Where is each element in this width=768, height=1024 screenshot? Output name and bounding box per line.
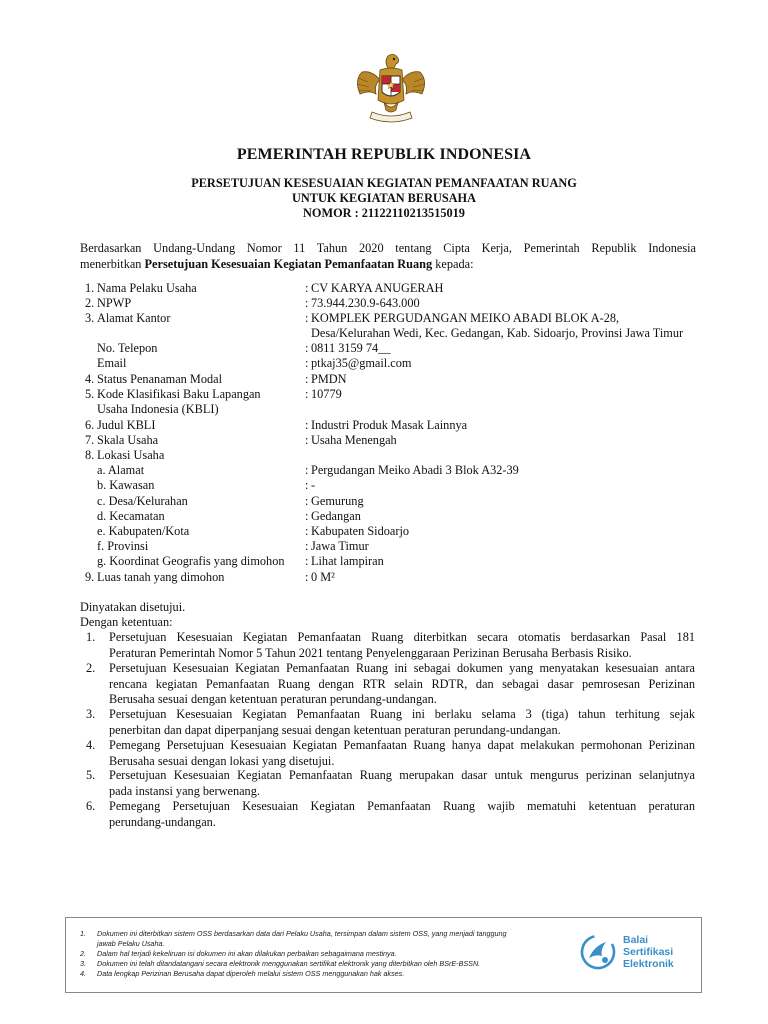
condition-item: [109, 768, 695, 799]
field-value-provinsi: Jawa Timur: [311, 539, 369, 553]
field-label-kbli-2: Usaha Indonesia (KBLI): [97, 402, 219, 416]
condition-line: penerbitan dan dapat diperpanjang sesuai dengan ketentuan peraturan perundang-undangan.: [109, 722, 561, 737]
condition-number: 4.: [86, 738, 96, 752]
bsre-logo-text-2: Sertifikasi: [623, 946, 674, 958]
field-label-provinsi: f. Provinsi: [97, 539, 149, 553]
field-value-kabupaten: Kabupaten Sidoarjo: [311, 524, 410, 538]
footnote-text: Dokumen ini telah ditandatangani secara elektronik menggunakan sertifikat elektronik yang diterbitkan oleh BSrE-BSSN.: [97, 959, 481, 968]
intro-line-2: [80, 257, 696, 273]
government-title: PEMERINTAH REPUBLIK INDONESIA: [236, 146, 532, 163]
field-colon: :: [305, 539, 309, 553]
footnote-number: 3.: [80, 959, 86, 968]
field-label-lokasi: Lokasi Usaha: [97, 448, 165, 462]
intro-bold-text: Persetujuan Kesesuaian Kegiatan Pemanfaatan Ruang: [144, 256, 433, 271]
field-value-email: ptkaj35@gmail.com: [311, 356, 412, 370]
condition-line: Persetujuan Kesesuaian Kegiatan Pemanfaatan Ruang merupakan dasar untuk mengurus perizinan selanjutnya: [109, 768, 695, 782]
field-number: 6.: [85, 418, 95, 432]
field-colon: :: [305, 433, 309, 447]
field-colon: :: [305, 509, 309, 523]
field-number: 3.: [85, 311, 95, 325]
field-number: 9.: [85, 570, 95, 584]
footnote-number: 2.: [80, 949, 86, 958]
document-number: NOMOR : 21122110213515019: [303, 206, 465, 220]
field-value-judul: Industri Produk Masak Lainnya: [311, 418, 468, 432]
field-number: 1.: [85, 281, 95, 295]
field-value-lokasi-alamat: Pergudangan Meiko Abadi 3 Blok A32-39: [311, 463, 519, 477]
field-colon: :: [305, 494, 309, 508]
field-value-skala: Usaha Menengah: [311, 433, 397, 447]
field-colon: :: [305, 311, 309, 325]
condition-item: [109, 738, 695, 769]
field-colon: :: [305, 341, 309, 355]
condition-item: [109, 799, 695, 830]
condition-line: rencana kegiatan Pemanfaatan Ruang dengan RTR selain RDTR, dan sebagai dasar pemrosesan Perizinan: [109, 676, 695, 691]
condition-number: 5.: [86, 768, 96, 782]
field-colon: :: [305, 281, 309, 295]
condition-line: Berusaha sesuai dengan ketentuan peraturan perundang-undangan.: [109, 692, 437, 706]
document-subtitle: UNTUK KEGIATAN BERUSAHA: [291, 191, 477, 205]
condition-line: Persetujuan Kesesuaian Kegiatan Pemanfaatan Ruang diterbitkan secara otomatis berdasarkan Pasal 181: [109, 630, 695, 644]
condition-line: pada instansi yang berwenang.: [109, 783, 260, 798]
field-label-alamat: Alamat Kantor: [97, 311, 171, 325]
field-colon: :: [305, 418, 309, 432]
field-label-desa: c. Desa/Kelurahan: [97, 494, 188, 508]
field-number: 8.: [85, 448, 95, 462]
field-label-telepon: No. Telepon: [97, 341, 158, 355]
condition-number: 3.: [86, 707, 96, 721]
intro-paragraph: [80, 241, 696, 272]
field-value-telepon: 0811 3159 74__: [311, 341, 391, 355]
field-label-kawasan: b. Kawasan: [97, 478, 155, 492]
field-colon: :: [305, 570, 309, 584]
footnote-text: Dokumen ini diterbitkan sistem OSS berdasarkan data dari Pelaku Usaha, tersimpan dalam sistem OSS, yang menjadi tanggung: [97, 929, 507, 938]
field-value-kecamatan: Gedangan: [311, 509, 361, 523]
approval-statement: Dinyatakan disetujui.: [80, 600, 186, 614]
condition-line: Berusaha sesuai dengan lokasi yang disetujui.: [109, 753, 335, 768]
intro-suffix: kepada:: [432, 256, 474, 271]
condition-number: 1.: [86, 630, 96, 644]
condition-line: Peraturan Pemerintah Nomor 5 Tahun 2021 tentang Penyelenggaraan Perizinan Berusaha Berbasis Risiko.: [109, 645, 632, 660]
field-label-nama: Nama Pelaku Usaha: [97, 281, 197, 295]
field-label-npwp: NPWP: [97, 296, 132, 310]
field-colon: :: [305, 478, 309, 492]
field-number: 5.: [85, 387, 95, 401]
field-number: 2.: [85, 296, 95, 310]
condition-line: Pemegang Persetujuan Kesesuaian Kegiatan Pemanfaatan Ruang hanya dapat melakukan permohonan Perizinan: [109, 738, 695, 752]
field-label-kecamatan: d. Kecamatan: [97, 509, 165, 523]
field-value-kawasan: -: [311, 478, 316, 492]
field-number: 7.: [85, 433, 95, 447]
field-label-luas: Luas tanah yang dimohon: [97, 570, 225, 584]
condition-line: perundang-undangan.: [109, 814, 216, 829]
field-label-koordinat: g. Koordinat Geografis yang dimohon: [97, 554, 285, 568]
footnote-number: 1.: [80, 929, 86, 938]
field-value-npwp: 73.944.230.9-643.000: [311, 296, 420, 310]
garuda-emblem-icon: [352, 50, 430, 126]
condition-line: Pemegang Persetujuan Kesesuaian Kegiatan Pemanfaatan Ruang wajib mematuhi ketentuan peraturan: [109, 799, 695, 813]
field-label-kbli-1: Kode Klasifikasi Baku Lapangan: [97, 387, 261, 401]
field-colon: :: [305, 356, 309, 370]
bsre-logo-text-1: Balai: [623, 934, 649, 946]
field-label-email: Email: [97, 356, 127, 370]
field-value-desa: Gemurung: [311, 494, 364, 508]
field-label-judul: Judul KBLI: [97, 418, 156, 432]
bsre-logo-icon: [580, 932, 616, 972]
field-colon: :: [305, 387, 309, 401]
field-colon: :: [305, 463, 309, 477]
footnote-text: Dalam hal terjadi kekeliruan isi dokumen ini akan dilakukan perbaikan sebagaimana mestinya.: [97, 949, 397, 958]
field-value-luas: 0 M²: [311, 570, 335, 584]
field-colon: :: [305, 372, 309, 386]
document-title: PERSETUJUAN KESESUAIAN KEGIATAN PEMANFAATAN RUANG: [191, 176, 577, 190]
condition-item: [109, 707, 695, 738]
condition-line: Persetujuan Kesesuaian Kegiatan Pemanfaatan Ruang ini sebagai dokumen yang menyatakan kesesuaian antara: [109, 661, 695, 675]
field-value-status: PMDN: [311, 372, 347, 386]
conditions-heading: Dengan ketentuan:: [80, 615, 173, 629]
field-value-alamat-1: KOMPLEK PERGUDANGAN MEIKO ABADI BLOK A-28,: [311, 311, 620, 325]
condition-number: 2.: [86, 661, 96, 675]
condition-item: [109, 630, 695, 661]
condition-line: Persetujuan Kesesuaian Kegiatan Pemanfaatan Ruang ini berlaku selama 3 (tiga) tahun terhitung sejak: [109, 707, 695, 721]
field-value-nama: CV KARYA ANUGERAH: [311, 281, 444, 295]
field-value-alamat-2: Desa/Kelurahan Wedi, Kec. Gedangan, Kab. Sidoarjo, Provinsi Jawa Timur: [311, 326, 684, 340]
condition-number: 6.: [86, 799, 96, 813]
field-colon: :: [305, 296, 309, 310]
footnote-number: 4.: [80, 969, 86, 978]
field-colon: :: [305, 554, 309, 568]
intro-prefix: menerbitkan: [80, 256, 145, 271]
footnote-text: jawab Pelaku Usaha.: [97, 939, 165, 948]
field-colon: :: [305, 524, 309, 538]
bsre-logo-text-3: Elektronik: [623, 958, 674, 970]
field-label-status: Status Penanaman Modal: [97, 372, 222, 386]
field-value-kbli: 10779: [311, 387, 342, 401]
field-number: 4.: [85, 372, 95, 386]
footnote-text: Data lengkap Perizinan Berusaha dapat diperoleh melalui sistem OSS menggunakan hak akses.: [97, 969, 405, 978]
field-value-koordinat: Lihat lampiran: [311, 554, 384, 568]
field-label-lokasi-alamat: a. Alamat: [97, 463, 145, 477]
intro-line-1: Berdasarkan Undang-Undang Nomor 11 Tahun 2020 tentang Cipta Kerja, Pemerintah Republik Indonesia: [80, 241, 696, 255]
condition-item: [109, 661, 695, 708]
field-label-skala: Skala Usaha: [97, 433, 159, 447]
field-label-kabupaten: e. Kabupaten/Kota: [97, 524, 190, 538]
